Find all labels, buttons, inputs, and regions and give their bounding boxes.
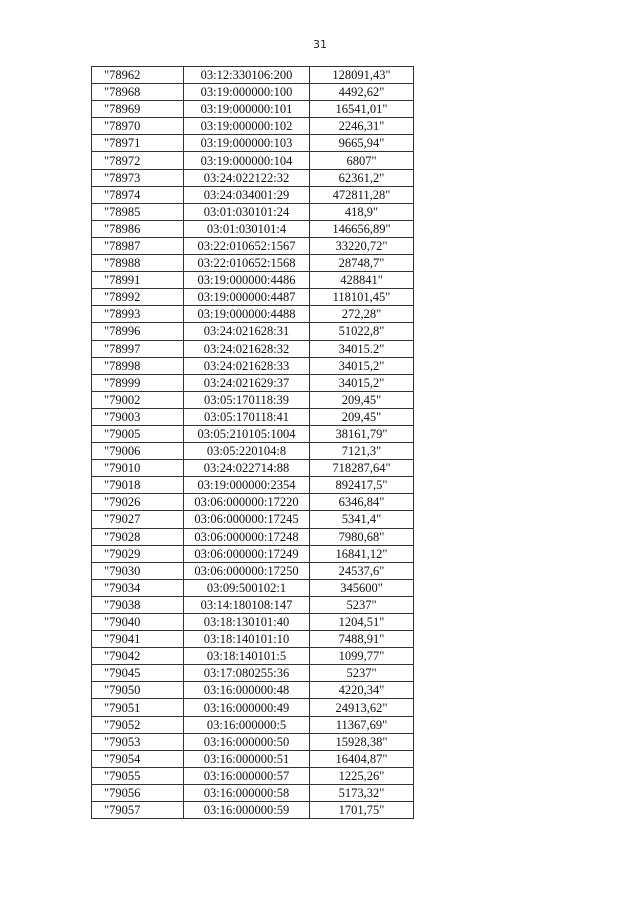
table-row (92, 562, 414, 579)
record-id-cell: "79050 (92, 682, 184, 699)
record-id-cell: "78996 (92, 323, 184, 340)
value-cell: 4220,34" (310, 682, 414, 699)
record-id-cell: "78992 (92, 289, 184, 306)
value-cell: 209,45" (310, 408, 414, 425)
table-row (92, 101, 414, 118)
value-cell: 345600" (310, 579, 414, 596)
value-cell: 9665,94" (310, 135, 414, 152)
cadastral-number-cell: 03:06:000000:17248 (184, 528, 310, 545)
page-number: 31 (313, 38, 327, 51)
record-id-cell: "79034 (92, 579, 184, 596)
value-cell: 7488,91" (310, 631, 414, 648)
value-cell: 128091,43" (310, 67, 414, 84)
cadastral-number-cell: 03:17:080255:36 (184, 665, 310, 682)
table-row (92, 802, 414, 819)
table-row (92, 699, 414, 716)
value-cell: 118101,45" (310, 289, 414, 306)
cadastral-number-cell: 03:19:000000:2354 (184, 477, 310, 494)
value-cell: 38161,79" (310, 425, 414, 442)
table-row (92, 665, 414, 682)
table-row (92, 357, 414, 374)
cadastral-number-cell: 03:06:000000:17250 (184, 562, 310, 579)
table-row (92, 237, 414, 254)
cadastral-number-cell: 03:14:180108:147 (184, 596, 310, 613)
cadastral-number-cell: 03:16:000000:58 (184, 784, 310, 801)
table-row (92, 255, 414, 272)
record-id-cell: "79056 (92, 784, 184, 801)
record-id-cell: "78999 (92, 374, 184, 391)
cadastral-number-cell: 03:19:000000:100 (184, 84, 310, 101)
value-cell: 718287,64" (310, 460, 414, 477)
record-id-cell: "78987 (92, 237, 184, 254)
record-id-cell: "79051 (92, 699, 184, 716)
table-row (92, 84, 414, 101)
table-row (92, 733, 414, 750)
record-id-cell: "78969 (92, 101, 184, 118)
cadastral-number-cell: 03:05:170118:39 (184, 391, 310, 408)
value-cell: 892417,5" (310, 477, 414, 494)
record-id-cell: "79055 (92, 767, 184, 784)
record-id-cell: "79042 (92, 648, 184, 665)
value-cell: 34015,2" (310, 357, 414, 374)
table-row (92, 750, 414, 767)
cadastral-number-cell: 03:05:220104:8 (184, 443, 310, 460)
cadastral-number-cell: 03:19:000000:4487 (184, 289, 310, 306)
table-row (92, 289, 414, 306)
record-id-cell: "79026 (92, 494, 184, 511)
record-id-cell: "78988 (92, 255, 184, 272)
record-id-cell: "79006 (92, 443, 184, 460)
cadastral-number-cell: 03:16:000000:57 (184, 767, 310, 784)
cadastral-number-cell: 03:18:140101:5 (184, 648, 310, 665)
record-id-cell: "79041 (92, 631, 184, 648)
table-row (92, 494, 414, 511)
cadastral-number-cell: 03:19:000000:4486 (184, 272, 310, 289)
value-cell: 5173,32" (310, 784, 414, 801)
cadastral-number-cell: 03:16:000000:49 (184, 699, 310, 716)
record-id-cell: "78985 (92, 203, 184, 220)
record-id-cell: "79053 (92, 733, 184, 750)
table-row (92, 784, 414, 801)
table-row (92, 631, 414, 648)
cadastral-number-cell: 03:24:021628:33 (184, 357, 310, 374)
value-cell: 5341,4" (310, 511, 414, 528)
record-id-cell: "78974 (92, 186, 184, 203)
cadastral-number-cell: 03:22:010652:1567 (184, 237, 310, 254)
value-cell: 6807" (310, 152, 414, 169)
table-row (92, 716, 414, 733)
record-id-cell: "79045 (92, 665, 184, 682)
value-cell: 7980,68" (310, 528, 414, 545)
value-cell: 24537,6" (310, 562, 414, 579)
value-cell: 4492,62" (310, 84, 414, 101)
table-row (92, 528, 414, 545)
table-row (92, 340, 414, 357)
records-table (91, 66, 414, 819)
cadastral-number-cell: 03:19:000000:101 (184, 101, 310, 118)
record-id-cell: "79057 (92, 802, 184, 819)
table-row (92, 272, 414, 289)
value-cell: 15928,38" (310, 733, 414, 750)
cadastral-number-cell: 03:24:034001:29 (184, 186, 310, 203)
cadastral-number-cell: 03:16:000000:48 (184, 682, 310, 699)
record-id-cell: "78968 (92, 84, 184, 101)
record-id-cell: "78962 (92, 67, 184, 84)
record-id-cell: "78973 (92, 169, 184, 186)
value-cell: 209,45" (310, 391, 414, 408)
cadastral-number-cell: 03:12:330106:200 (184, 67, 310, 84)
cadastral-number-cell: 03:01:030101:24 (184, 203, 310, 220)
table-row (92, 203, 414, 220)
record-id-cell: "79028 (92, 528, 184, 545)
record-id-cell: "79005 (92, 425, 184, 442)
value-cell: 6346,84" (310, 494, 414, 511)
cadastral-number-cell: 03:18:130101:40 (184, 614, 310, 631)
table-row (92, 579, 414, 596)
record-id-cell: "79054 (92, 750, 184, 767)
value-cell: 28748,7" (310, 255, 414, 272)
records-table-body (92, 67, 414, 819)
value-cell: 272,28" (310, 306, 414, 323)
table-row (92, 648, 414, 665)
value-cell: 472811,28" (310, 186, 414, 203)
value-cell: 5237" (310, 596, 414, 613)
table-row (92, 169, 414, 186)
cadastral-number-cell: 03:06:000000:17245 (184, 511, 310, 528)
value-cell: 1701,75" (310, 802, 414, 819)
table-row (92, 306, 414, 323)
record-id-cell: "79027 (92, 511, 184, 528)
table-row (92, 614, 414, 631)
table-row (92, 118, 414, 135)
cadastral-number-cell: 03:18:140101:10 (184, 631, 310, 648)
cadastral-number-cell: 03:24:022714:88 (184, 460, 310, 477)
table-row (92, 391, 414, 408)
value-cell: 62361,2" (310, 169, 414, 186)
record-id-cell: "79010 (92, 460, 184, 477)
value-cell: 7121,3" (310, 443, 414, 460)
record-id-cell: "79002 (92, 391, 184, 408)
table-row (92, 596, 414, 613)
value-cell: 428841" (310, 272, 414, 289)
table-row (92, 682, 414, 699)
value-cell: 33220,72" (310, 237, 414, 254)
table-row (92, 374, 414, 391)
table-row (92, 135, 414, 152)
value-cell: 16404,87" (310, 750, 414, 767)
record-id-cell: "79018 (92, 477, 184, 494)
value-cell: 34015,2" (310, 374, 414, 391)
record-id-cell: "79040 (92, 614, 184, 631)
cadastral-number-cell: 03:16:000000:51 (184, 750, 310, 767)
record-id-cell: "78993 (92, 306, 184, 323)
cadastral-number-cell: 03:24:021628:32 (184, 340, 310, 357)
record-id-cell: "78997 (92, 340, 184, 357)
value-cell: 16841,12" (310, 545, 414, 562)
record-id-cell: "79052 (92, 716, 184, 733)
table-row (92, 545, 414, 562)
record-id-cell: "78971 (92, 135, 184, 152)
record-id-cell: "79030 (92, 562, 184, 579)
table-row (92, 511, 414, 528)
value-cell: 1099,77" (310, 648, 414, 665)
cadastral-number-cell: 03:19:000000:103 (184, 135, 310, 152)
cadastral-number-cell: 03:06:000000:17220 (184, 494, 310, 511)
cadastral-number-cell: 03:16:000000:50 (184, 733, 310, 750)
cadastral-number-cell: 03:19:000000:104 (184, 152, 310, 169)
record-id-cell: "78991 (92, 272, 184, 289)
table-row (92, 67, 414, 84)
value-cell: 24913,62" (310, 699, 414, 716)
table-row (92, 152, 414, 169)
table-row (92, 220, 414, 237)
value-cell: 51022,8" (310, 323, 414, 340)
record-id-cell: "78972 (92, 152, 184, 169)
record-id-cell: "78986 (92, 220, 184, 237)
record-id-cell: "79003 (92, 408, 184, 425)
table-row (92, 443, 414, 460)
table-row (92, 767, 414, 784)
table-row (92, 477, 414, 494)
cadastral-number-cell: 03:16:000000:59 (184, 802, 310, 819)
value-cell: 34015.2" (310, 340, 414, 357)
record-id-cell: "78998 (92, 357, 184, 374)
record-id-cell: "79038 (92, 596, 184, 613)
cadastral-number-cell: 03:19:000000:102 (184, 118, 310, 135)
value-cell: 11367,69" (310, 716, 414, 733)
value-cell: 1204,51" (310, 614, 414, 631)
cadastral-number-cell: 03:09:500102:1 (184, 579, 310, 596)
table-row (92, 323, 414, 340)
table-row (92, 408, 414, 425)
table-row (92, 460, 414, 477)
cadastral-number-cell: 03:05:210105:1004 (184, 425, 310, 442)
value-cell: 16541,01" (310, 101, 414, 118)
cadastral-number-cell: 03:16:000000:5 (184, 716, 310, 733)
cadastral-number-cell: 03:05:170118:41 (184, 408, 310, 425)
value-cell: 2246,31" (310, 118, 414, 135)
cadastral-number-cell: 03:24:021628:31 (184, 323, 310, 340)
value-cell: 5237" (310, 665, 414, 682)
table-row (92, 425, 414, 442)
value-cell: 146656,89" (310, 220, 414, 237)
value-cell: 418,9" (310, 203, 414, 220)
table-row (92, 186, 414, 203)
cadastral-number-cell: 03:24:021629:37 (184, 374, 310, 391)
cadastral-number-cell: 03:01:030101:4 (184, 220, 310, 237)
cadastral-number-cell: 03:22:010652:1568 (184, 255, 310, 272)
cadastral-number-cell: 03:24:022122:32 (184, 169, 310, 186)
value-cell: 1225,26" (310, 767, 414, 784)
record-id-cell: "79029 (92, 545, 184, 562)
cadastral-number-cell: 03:06:000000:17249 (184, 545, 310, 562)
record-id-cell: "78970 (92, 118, 184, 135)
cadastral-number-cell: 03:19:000000:4488 (184, 306, 310, 323)
